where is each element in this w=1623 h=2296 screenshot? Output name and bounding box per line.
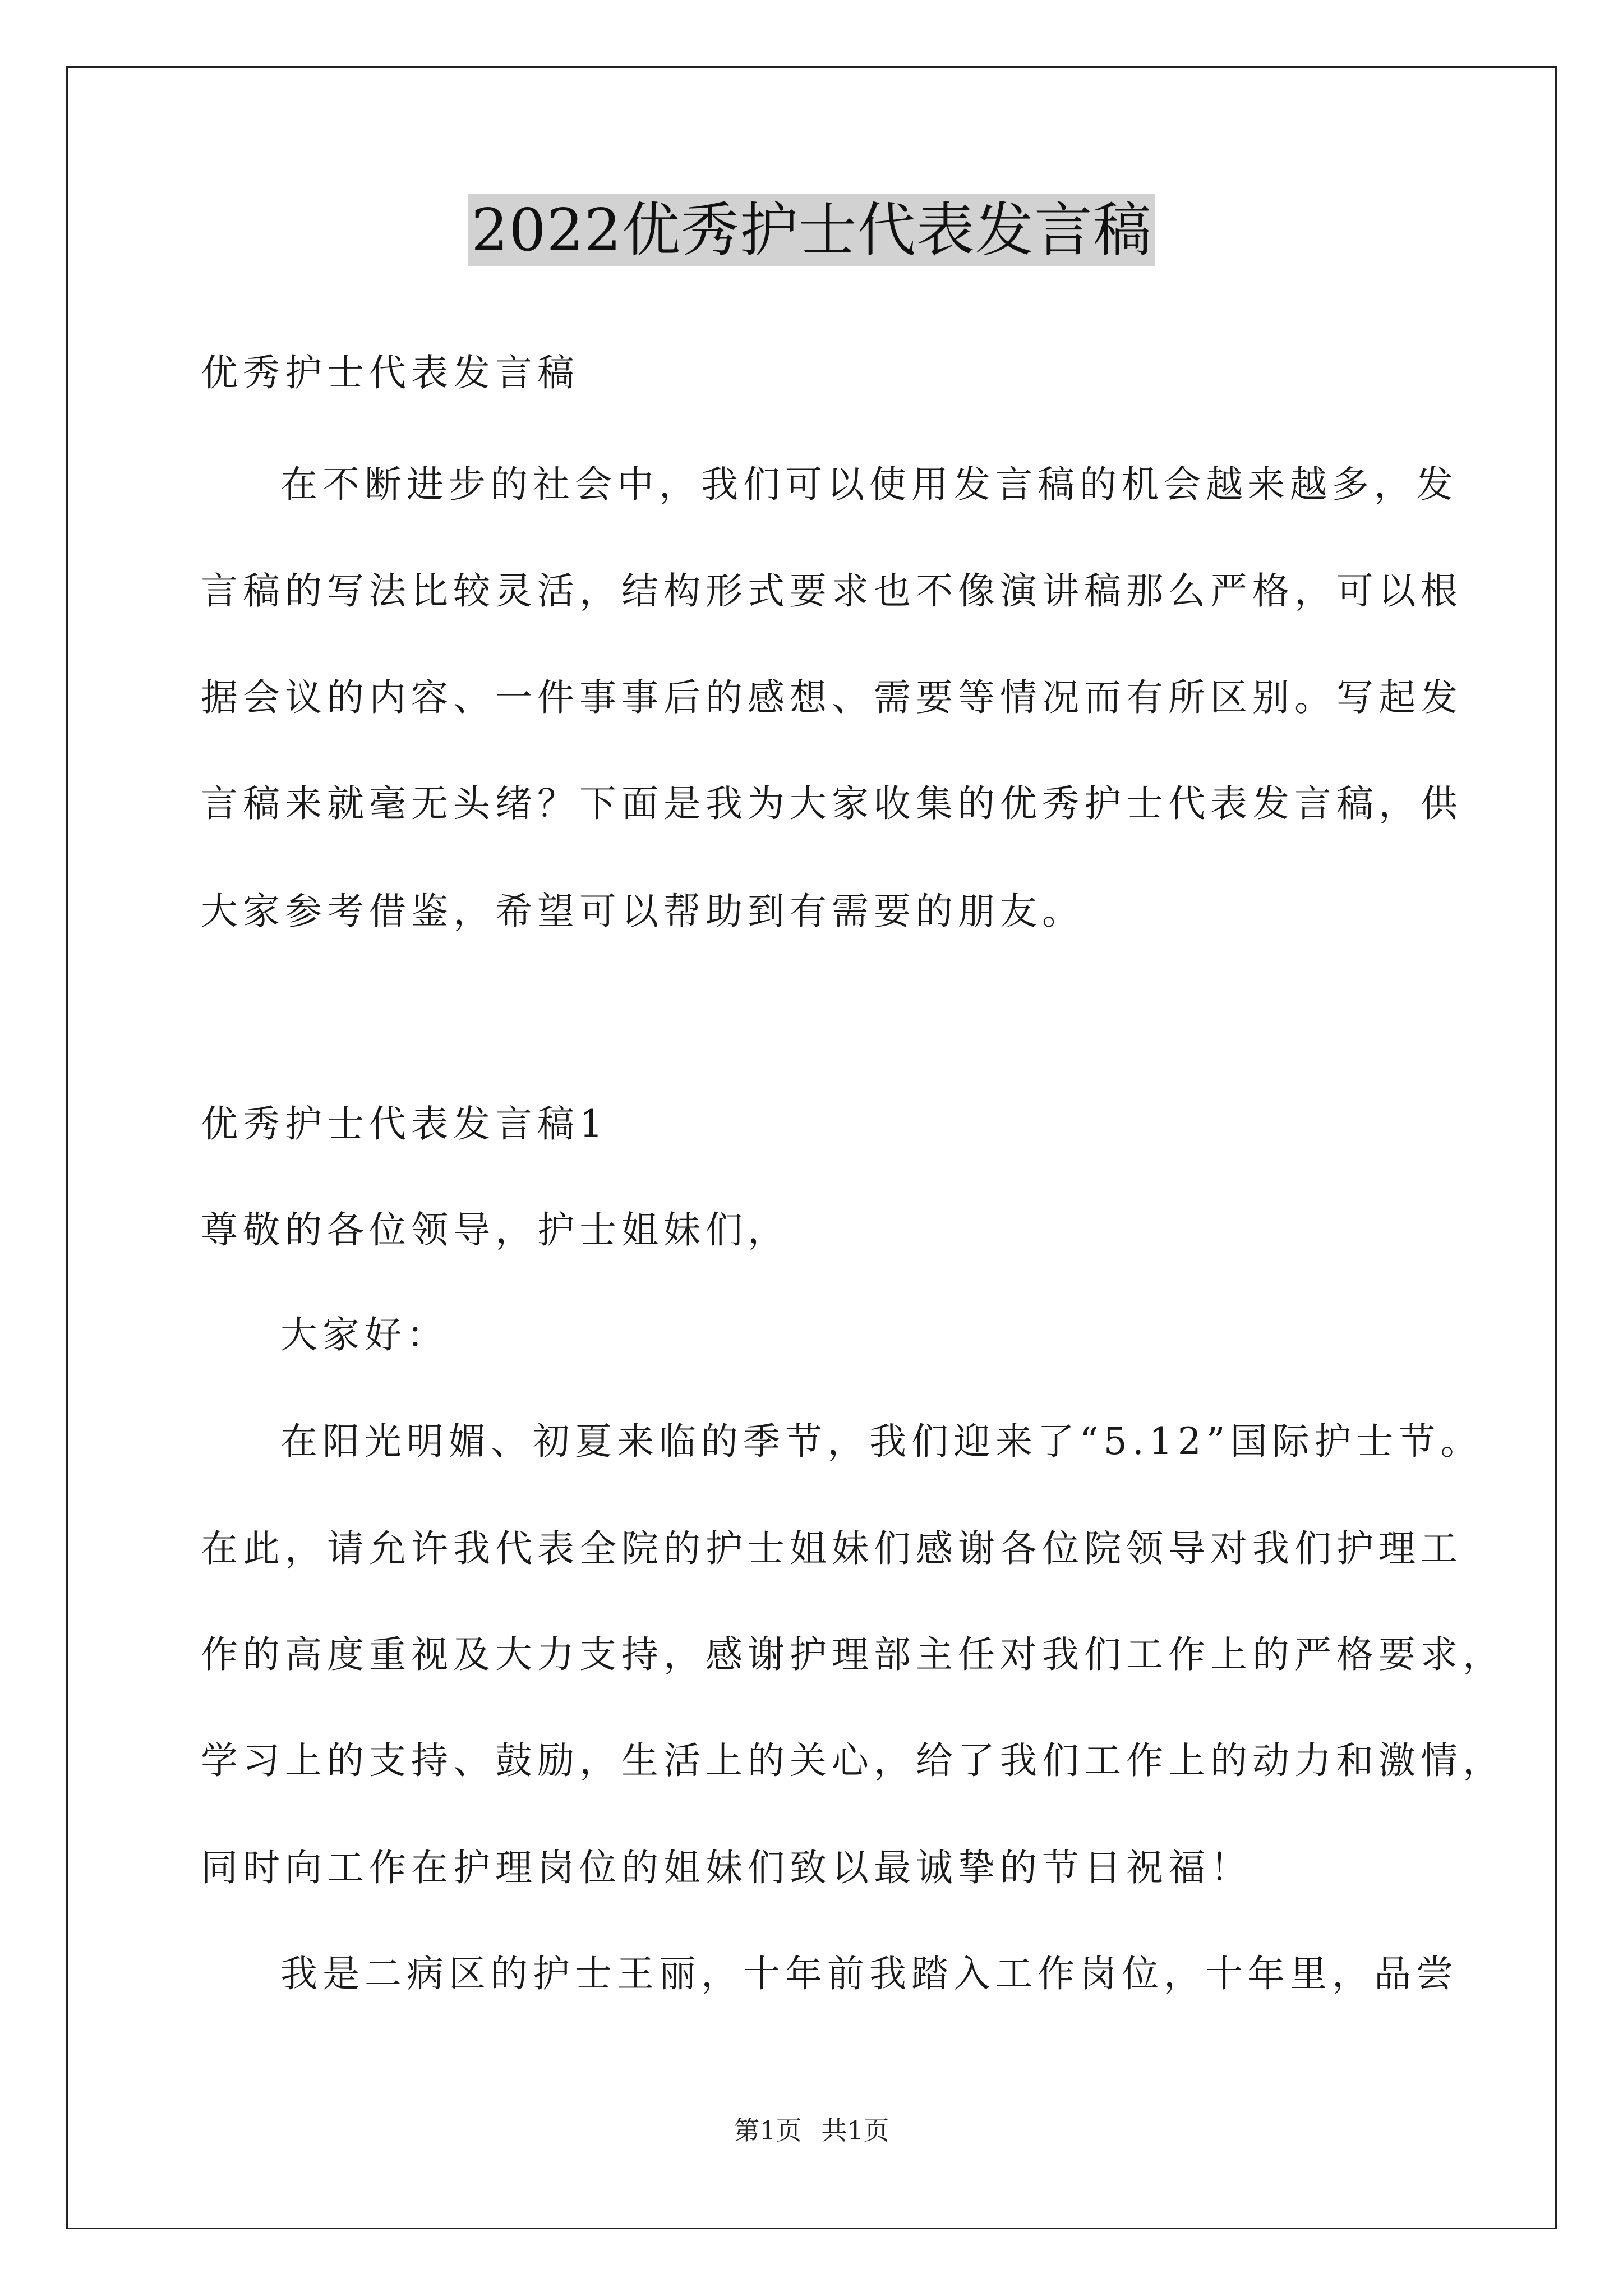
- intro-line-5: 大家参考借鉴，希望可以帮助到有需要的朋友。: [201, 890, 1084, 933]
- paragraph1-line-4: 学习上的支持、鼓励，生活上的关心，给了我们工作上的动力和激情，: [201, 1739, 1505, 1782]
- intro-line-4: 言稿来就毫无头绪？下面是我为大家收集的优秀护士代表发言稿，供: [201, 782, 1463, 825]
- paragraph1-line-3: 作的高度重视及大力支持，感谢护理部主任对我们工作上的严格要求，: [201, 1633, 1505, 1676]
- paragraph2-line-1: 我是二病区的护士王丽，十年前我踏入工作岗位，十年里，品尝: [280, 1952, 1458, 1995]
- page-number-current: 第1页: [734, 2115, 802, 2146]
- paragraph1-line-5: 同时向工作在护理岗位的姐妹们致以最诚挚的节日祝福！: [201, 1846, 1252, 1889]
- intro-line-3: 据会议的内容、一件事事后的感想、需要等情况而有所区别。写起发: [201, 676, 1463, 719]
- paragraph1-line-2: 在此，请允许我代表全院的护士姐妹们感谢各位院领导对我们护理工: [201, 1527, 1463, 1570]
- page-number-total: 共1页: [821, 2115, 889, 2146]
- intro-line-2: 言稿的写法比较灵活，结构形式要求也不像演讲稿那么严格，可以根: [201, 569, 1463, 613]
- title-container: [0, 194, 1623, 266]
- greeting: 大家好：: [280, 1313, 449, 1356]
- document-title: 2022优秀护士代表发言稿: [468, 194, 1155, 266]
- page-footer: [0, 2114, 1623, 2147]
- document-heading: 优秀护士代表发言稿: [201, 351, 579, 394]
- intro-line-1: 在不断进步的社会中，我们可以使用发言稿的机会越来越多，发: [280, 463, 1458, 506]
- paragraph1-line-1: 在阳光明媚、初夏来临的季节，我们迎来了“5.12”国际护士节。: [280, 1420, 1483, 1463]
- salutation: 尊敬的各位领导，护士姐妹们，: [201, 1208, 790, 1251]
- section-heading: 优秀护士代表发言稿1: [201, 1102, 608, 1145]
